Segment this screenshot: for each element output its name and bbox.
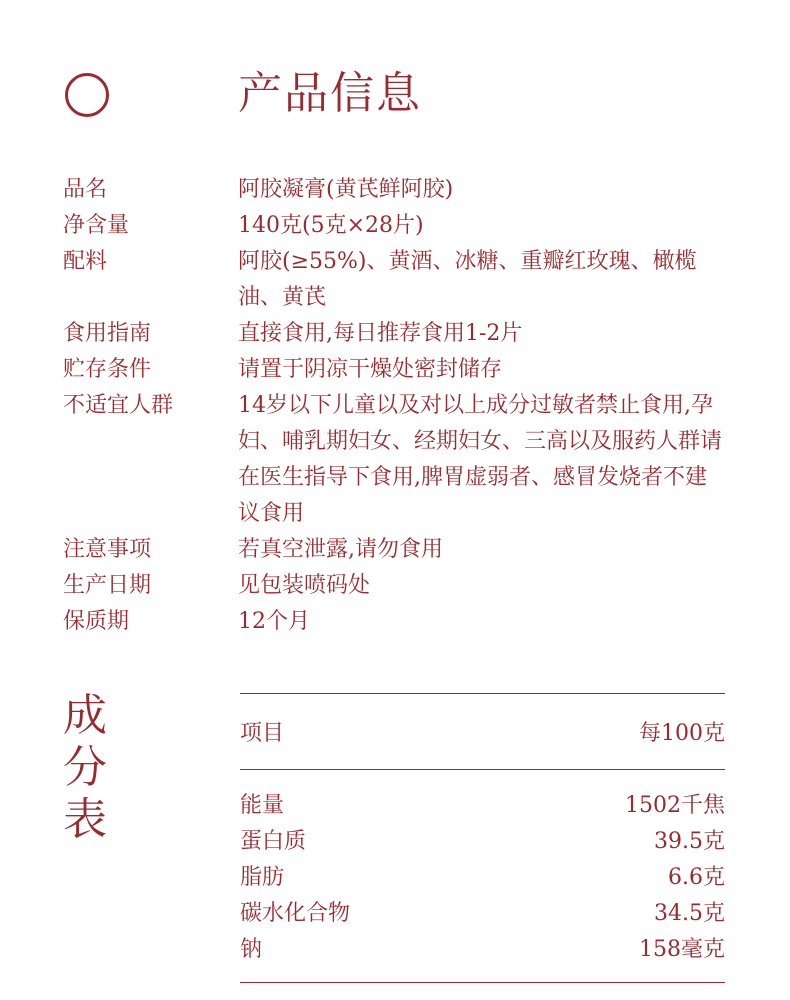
- header-per: 每100克: [639, 721, 725, 746]
- info-row-name: [63, 172, 733, 208]
- info-label: 保质期: [63, 609, 130, 634]
- info-row-notice: [63, 532, 733, 568]
- info-row-unsuitable: [63, 388, 733, 532]
- info-value: 阿胶凝膏(黄芪鲜阿胶): [238, 177, 454, 202]
- nutrient-name: 脂肪: [240, 865, 285, 890]
- nutrient-name: 蛋白质: [240, 829, 307, 854]
- table-row: [240, 824, 725, 860]
- info-value: 14岁以下儿童以及对以上成分过敏者禁止食用,孕妇、哺乳期妇女、经期妇女、三高以及服药人群请在医生指导下食用,脾胃虚弱者、感冒发烧者不建议食用: [238, 393, 723, 526]
- info-label: 注意事项: [63, 537, 152, 562]
- info-row-date: [63, 568, 733, 604]
- info-row-net: [63, 208, 733, 244]
- info-row-ingredients: [63, 244, 733, 316]
- page-title: 产品信息: [238, 68, 422, 119]
- info-value: 阿胶(≥55%)、黄酒、冰糖、重瓣红玫瑰、橄榄油、黄芪: [238, 249, 697, 310]
- info-label: 品名: [63, 177, 108, 202]
- info-row-guide: [63, 316, 733, 352]
- nutrient-value: 34.5克: [654, 901, 725, 926]
- table-bottom-rule: [240, 982, 725, 983]
- info-value: 请置于阴凉干燥处密封储存: [238, 357, 503, 382]
- info-value: 直接食用,每日推荐食用1-2片: [238, 321, 523, 346]
- info-label: 净含量: [63, 213, 130, 238]
- nutrient-value: 39.5克: [654, 829, 725, 854]
- nutrient-name: 碳水化合物: [240, 901, 351, 926]
- table-row: [240, 788, 725, 824]
- info-value: 140克(5克×28片): [238, 213, 424, 238]
- info-label: 食用指南: [63, 321, 152, 346]
- circle-icon: [65, 73, 109, 117]
- table-row: [240, 860, 725, 896]
- nutrient-value: 1502千焦: [625, 793, 725, 818]
- nutrition-title-char: 分: [63, 742, 107, 793]
- info-value: 若真空泄露,请勿食用: [238, 537, 443, 562]
- nutrition-title: [63, 690, 123, 846]
- nutrient-name: 钠: [240, 937, 263, 962]
- nutrient-name: 能量: [240, 793, 285, 818]
- nutrition-title-char: 成: [63, 690, 107, 741]
- nutrition-title-char: 表: [63, 794, 107, 845]
- info-label: 生产日期: [63, 573, 152, 598]
- info-value: 见包装喷码处: [238, 573, 371, 598]
- table-header: [240, 694, 725, 769]
- info-label: 贮存条件: [63, 357, 152, 382]
- product-info: [63, 172, 733, 640]
- info-row-storage: [63, 352, 733, 388]
- info-label: 不适宜人群: [63, 393, 174, 418]
- info-row-shelf-life: [63, 604, 733, 640]
- nutrient-value: 6.6克: [668, 865, 725, 890]
- info-value: 12个月: [238, 609, 310, 634]
- nutrient-value: 158毫克: [639, 937, 725, 962]
- table-body: [240, 770, 725, 982]
- nutrition-table: [240, 693, 725, 983]
- info-label: 配料: [63, 249, 108, 274]
- table-row: [240, 932, 725, 968]
- table-row: [240, 896, 725, 932]
- header-item: 项目: [240, 721, 285, 746]
